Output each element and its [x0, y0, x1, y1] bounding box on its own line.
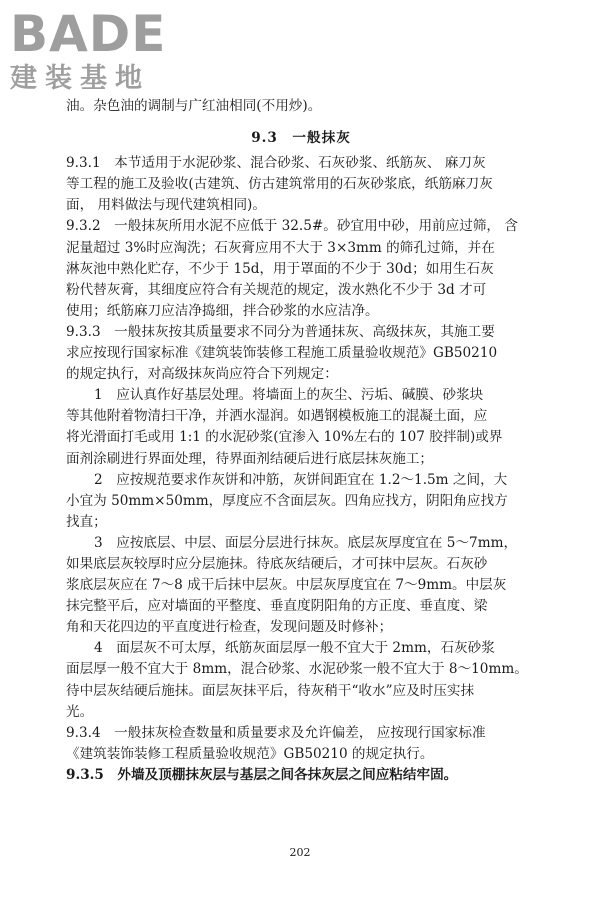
text-line: 求应按现行国家标准《建筑装饰装修工程施工质量验收规范》GB50210: [66, 345, 498, 362]
text-line: 浆底层灰应在 7～8 成干后抹中层灰。中层灰厚度宜在 7～9mm。中层灰: [66, 577, 507, 594]
text-line: 《建筑装饰装修工程质量验收规范》GB50210 的规定执行。: [66, 745, 434, 762]
bade-logo: [10, 6, 190, 96]
clause-9-3-5: 9.3.5 外墙及顶棚抹灰层与基层之间各抹灰层之间应粘结牢固。: [66, 766, 458, 783]
text-line: 光。: [66, 703, 94, 720]
item-1: 1 应认真作好基层处理。将墙面上的灰尘、污垢、碱膜、砂浆块: [94, 387, 484, 404]
logo-chinese: 建装基地: [10, 63, 150, 94]
item-3: 3 应按底层、中层、面层分层进行抹灰。底层灰厚度宜在 5～7mm，: [94, 534, 518, 551]
text-line: 等其他附着物清扫干净，并洒水湿润。如遇钢模板施工的混凝土面，应: [66, 408, 488, 425]
clause-9-3-3: 9.3.3 一般抹灰按其质量要求不同分为普通抹灰、高级抹灰，其施工要: [66, 323, 495, 340]
section-title: 9.3 一般抹灰: [251, 130, 351, 147]
text-line: 小宜为 50mm×50mm，厚度应不含面层灰。四角应找方，阴阳角应找方: [66, 492, 508, 509]
item-2: 2 应按规范要求作灰饼和冲筋，灰饼间距宜在 1.2～1.5m 之间，大: [94, 471, 508, 488]
text-line: 角和天花四边的平直度进行检查，发现问题及时修补；: [66, 619, 393, 636]
text-line: 泥量超过 3%时应淘洗；石灰膏应用不大于 3×3mm 的筛孔过筛，并在: [66, 239, 495, 256]
text-line: 油。杂色油的调制与广红油相同(不用炒)。: [66, 98, 322, 114]
page-number: 202: [289, 846, 311, 859]
text-line: 将光滑面打毛或用 1:1 的水泥砂浆(宜渗入 10%左右的 107 胶拌制)或界: [66, 429, 503, 446]
text-line: 面层厚一般不宜大于 8mm，混合砂浆、水泥砂浆一般不宜大于 8～10mm。: [66, 661, 528, 678]
text-line: 如果底层灰较厚时应分层施抹。待底灰结硬后，才可抹中层灰。石灰砂: [66, 555, 488, 572]
text-line: 粉代替灰膏，其细度应符合有关规范的规定，泼水熟化不少于 3d 才可: [66, 281, 487, 298]
text-line: 找直；: [66, 513, 107, 530]
text-line: 面， 用料做法与现代建筑相同)。: [66, 197, 266, 214]
item-4: 4 面层灰不可太厚，纸筋灰面层厚一般不宜大于 2mm，石灰砂浆: [94, 640, 495, 657]
text-line: 的规定执行，对高级抹灰尚应符合下列规定：: [66, 366, 338, 383]
clause-9-3-1: 9.3.1 本节适用于水泥砂浆、混合砂浆、石灰砂浆、纸筋灰、 麻刀灰: [66, 155, 486, 172]
clause-9-3-4: 9.3.4 一般抹灰检查数量和质量要求及允许偏差， 应按现行国家标准: [66, 724, 486, 741]
text-line: 抹完整平后，应对墙面的平整度、垂直度阴阳角的方正度、垂直度、梁: [66, 598, 488, 615]
text-line: 待中层灰结硬后施抹。面层灰抹平后，待灰稍干“收水”应及时压实抹: [66, 682, 475, 699]
logo-wordmark: BADE: [10, 5, 167, 63]
document-body: [66, 96, 536, 786]
text-line: 等工程的施工及验收(古建筑、仿古建筑常用的石灰砂浆底，纸筋麻刀灰: [66, 176, 493, 193]
text-line: 使用；纸筋麻刀应洁净捣细，拌合砂浆的水应洁净。: [66, 302, 379, 319]
clause-9-3-2: 9.3.2 一般抹灰所用水泥不应低于 32.5#。砂宜用中砂，用前应过筛， 含: [66, 218, 518, 235]
text-line: 面剂涂刷进行界面处理，待界面剂结硬后进行底层抹灰施工；: [66, 450, 434, 467]
text-line: 淋灰池中熟化贮存，不少于 15d，用于罩面的不少于 30d；如用生石灰: [66, 260, 494, 277]
